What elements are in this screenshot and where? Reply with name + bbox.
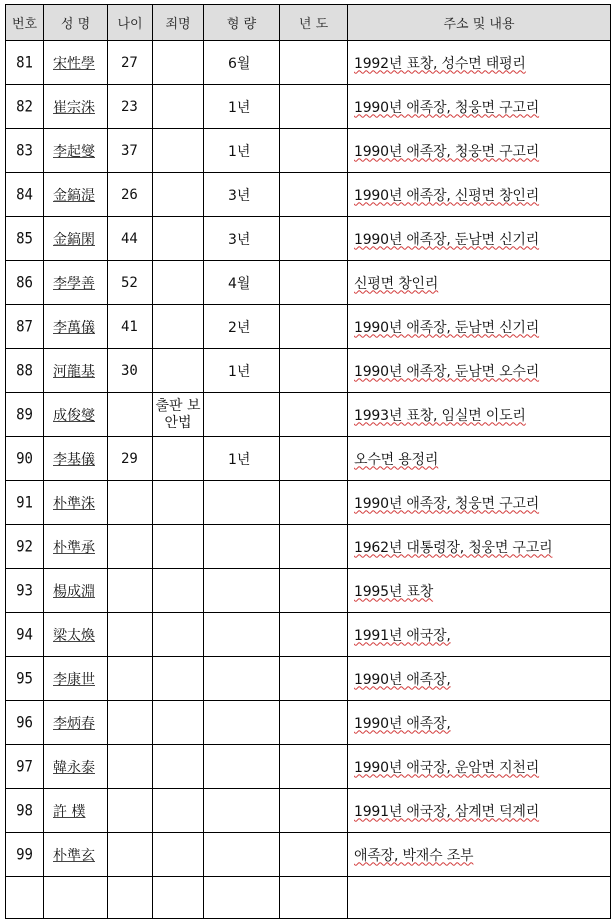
cell-num: 85 (6, 213, 44, 264)
address-text: 1991년 애국장, (354, 627, 451, 644)
cell-sentence (204, 525, 280, 569)
cell-sentence (204, 701, 280, 745)
cell-address (348, 85, 611, 129)
cell-crime (153, 701, 204, 745)
cell-year (280, 525, 348, 569)
cell-address (348, 525, 611, 569)
cell-year (280, 41, 348, 85)
person-name: 許 樸 (53, 803, 86, 820)
cell-year (280, 261, 348, 305)
header-sentence: 형 량 (204, 5, 280, 41)
cell-year (280, 701, 348, 745)
person-name: 李康世 (53, 671, 95, 688)
cell-sentence: 3년 (204, 217, 280, 261)
address-text: 1962년 대통령장, 청웅면 구고리 (354, 539, 553, 556)
cell-age (108, 569, 153, 613)
table-row (6, 85, 611, 129)
cell-age: 41 (108, 305, 153, 349)
cell-num: 81 (6, 37, 44, 88)
cell-crime (153, 85, 204, 129)
address-text: 1990년 애족장, (354, 671, 451, 688)
address-text: 1992년 표창, 성수면 태평리 (354, 55, 526, 72)
cell-name (44, 393, 108, 437)
cell-address (348, 613, 611, 657)
cell-address (348, 657, 611, 701)
cell-year (280, 569, 348, 613)
person-name: 李學善 (53, 275, 95, 292)
cell-age: 44 (108, 217, 153, 261)
table-row (6, 701, 611, 745)
header-address: 주소 및 내용 (348, 5, 611, 41)
address-text: 1990년 애국장, 운암면 지천리 (354, 759, 540, 776)
cell-num: 95 (6, 653, 44, 704)
cell-age (108, 481, 153, 525)
cell-address (348, 129, 611, 173)
cell-year (280, 481, 348, 525)
cell-name (44, 173, 108, 217)
cell-sentence (204, 833, 280, 877)
header-age: 나이 (108, 5, 153, 41)
cell-crime (153, 877, 204, 919)
cell-num: 99 (6, 829, 44, 880)
cell-crime (153, 481, 204, 525)
cell-sentence: 2년 (204, 305, 280, 349)
cell-name (44, 525, 108, 569)
cell-address (348, 261, 611, 305)
cell-sentence: 4월 (204, 261, 280, 305)
table-row (6, 305, 611, 349)
cell-crime (153, 41, 204, 85)
cell-crime (153, 569, 204, 613)
cell-age (108, 657, 153, 701)
cell-crime (153, 833, 204, 877)
cell-num: 89 (6, 389, 44, 440)
cell-sentence (204, 745, 280, 789)
cell-num: 84 (6, 169, 44, 220)
table-row (6, 217, 611, 261)
cell-name (44, 745, 108, 789)
cell-year (280, 789, 348, 833)
cell-name (44, 437, 108, 481)
cell-num (6, 873, 44, 921)
person-name: 金鎬閑 (53, 231, 95, 248)
cell-crime (153, 657, 204, 701)
table-row (6, 789, 611, 833)
table-row (6, 393, 611, 437)
table-row (6, 349, 611, 393)
cell-age: 37 (108, 129, 153, 173)
cell-year (280, 393, 348, 437)
cell-sentence (204, 569, 280, 613)
cell-year (280, 437, 348, 481)
table-row (6, 613, 611, 657)
cell-year (280, 877, 348, 919)
address-text: 1995년 표창 (354, 583, 434, 600)
cell-sentence: 1년 (204, 437, 280, 481)
cell-age: 26 (108, 173, 153, 217)
table-row (6, 41, 611, 85)
cell-crime (153, 437, 204, 481)
table-row (6, 569, 611, 613)
cell-address (348, 877, 611, 919)
person-name: 宋性學 (53, 55, 95, 72)
cell-sentence (204, 877, 280, 919)
cell-name (44, 41, 108, 85)
cell-sentence (204, 657, 280, 701)
cell-name (44, 701, 108, 745)
cell-num: 90 (6, 433, 44, 484)
cell-address (348, 833, 611, 877)
person-name: 李萬儀 (53, 319, 95, 336)
cell-name (44, 85, 108, 129)
address-text: 1990년 애족장, (354, 715, 451, 732)
cell-name (44, 877, 108, 919)
cell-name (44, 833, 108, 877)
person-name: 楊成淵 (53, 583, 95, 600)
header-num: 번호 (6, 5, 44, 41)
cell-address (348, 217, 611, 261)
table-row (6, 437, 611, 481)
person-name: 朴準玄 (53, 847, 95, 864)
cell-name (44, 613, 108, 657)
cell-year (280, 129, 348, 173)
cell-age (108, 789, 153, 833)
header-row (6, 5, 611, 41)
cell-age: 27 (108, 41, 153, 85)
person-name: 梁太煥 (53, 627, 95, 644)
cell-name (44, 217, 108, 261)
cell-crime (153, 261, 204, 305)
table-row (6, 129, 611, 173)
cell-num: 92 (6, 521, 44, 572)
cell-name (44, 569, 108, 613)
cell-address (348, 393, 611, 437)
cell-year (280, 657, 348, 701)
cell-age: 30 (108, 349, 153, 393)
cell-sentence: 6월 (204, 41, 280, 85)
address-text: 1990년 애족장, 신평면 창인리 (354, 187, 540, 204)
cell-year (280, 613, 348, 657)
cell-sentence: 1년 (204, 349, 280, 393)
cell-address (348, 41, 611, 85)
cell-name (44, 305, 108, 349)
cell-sentence (204, 789, 280, 833)
cell-age (108, 701, 153, 745)
cell-crime (153, 789, 204, 833)
person-name: 李起燮 (53, 143, 95, 160)
person-name: 金鎬湜 (53, 187, 95, 204)
cell-name (44, 261, 108, 305)
address-text: 1991년 애국장, 삼계면 덕계리 (354, 803, 540, 820)
header-name: 성 명 (44, 5, 108, 41)
cell-sentence: 3년 (204, 173, 280, 217)
cell-age (108, 833, 153, 877)
cell-num: 94 (6, 609, 44, 660)
cell-age (108, 745, 153, 789)
cell-name (44, 657, 108, 701)
cell-num: 82 (6, 81, 44, 132)
cell-crime (153, 613, 204, 657)
address-text: 1993년 표창, 임실면 이도리 (354, 407, 526, 424)
table-row (6, 745, 611, 789)
address-text: 1990년 애족장, 둔남면 오수리 (354, 363, 540, 380)
cell-num: 87 (6, 301, 44, 352)
cell-year (280, 217, 348, 261)
cell-address (348, 569, 611, 613)
cell-age (108, 525, 153, 569)
table-row (6, 657, 611, 701)
cell-address (348, 173, 611, 217)
person-name: 韓永泰 (53, 759, 95, 776)
person-name: 李基儀 (53, 451, 95, 468)
cell-age (108, 613, 153, 657)
header-year: 년 도 (280, 5, 348, 41)
cell-year (280, 173, 348, 217)
table-row (6, 877, 611, 919)
cell-crime (153, 173, 204, 217)
cell-address (348, 305, 611, 349)
address-text: 1990년 애족장, 둔남면 신기리 (354, 231, 540, 248)
address-text: 1990년 애족장, 청웅면 구고리 (354, 143, 540, 160)
cell-num: 88 (6, 345, 44, 396)
address-text: 1990년 애족장, 청웅면 구고리 (354, 99, 540, 116)
table-body (6, 41, 611, 919)
cell-sentence: 1년 (204, 129, 280, 173)
cell-sentence (204, 393, 280, 437)
cell-address (348, 437, 611, 481)
person-name: 朴準洙 (53, 495, 95, 512)
cell-crime (153, 217, 204, 261)
person-name: 李炳春 (53, 715, 95, 732)
cell-name (44, 129, 108, 173)
cell-sentence: 1년 (204, 85, 280, 129)
cell-name (44, 481, 108, 525)
table-row (6, 481, 611, 525)
cell-age (108, 877, 153, 919)
cell-address (348, 481, 611, 525)
cell-address (348, 701, 611, 745)
person-name: 成俊燮 (53, 407, 95, 424)
cell-num: 91 (6, 477, 44, 528)
cell-num: 96 (6, 697, 44, 748)
cell-name (44, 349, 108, 393)
cell-num: 83 (6, 125, 44, 176)
cell-sentence (204, 481, 280, 525)
cell-crime (153, 129, 204, 173)
cell-name (44, 789, 108, 833)
person-name: 崔宗洙 (53, 99, 95, 116)
table-row (6, 525, 611, 569)
cell-num: 93 (6, 565, 44, 616)
cell-crime (153, 349, 204, 393)
cell-num: 97 (6, 741, 44, 792)
header-crime: 죄명 (153, 5, 204, 41)
cell-year (280, 85, 348, 129)
cell-year (280, 305, 348, 349)
address-text: 1990년 애족장, 둔남면 신기리 (354, 319, 540, 336)
cell-age: 29 (108, 437, 153, 481)
cell-crime (153, 305, 204, 349)
records-table (5, 4, 611, 919)
person-name: 朴準承 (53, 539, 95, 556)
address-text: 신평면 창인리 (354, 275, 439, 292)
address-text: 오수면 용정리 (354, 451, 439, 468)
cell-year (280, 349, 348, 393)
person-name: 河龍基 (53, 363, 95, 380)
cell-num: 98 (6, 785, 44, 836)
address-text: 애족장, 박재수 조부 (354, 847, 474, 864)
cell-crime (153, 525, 204, 569)
cell-address (348, 349, 611, 393)
table-row (6, 833, 611, 877)
table-row (6, 261, 611, 305)
cell-year (280, 745, 348, 789)
cell-crime: 출판 보안법 (153, 393, 204, 437)
table-row (6, 173, 611, 217)
cell-crime (153, 745, 204, 789)
cell-address (348, 789, 611, 833)
cell-num: 86 (6, 257, 44, 308)
cell-address (348, 745, 611, 789)
address-text: 1990년 애족장, 청웅면 구고리 (354, 495, 540, 512)
cell-sentence (204, 613, 280, 657)
cell-year (280, 833, 348, 877)
cell-age: 23 (108, 85, 153, 129)
cell-age (108, 393, 153, 437)
cell-age: 52 (108, 261, 153, 305)
